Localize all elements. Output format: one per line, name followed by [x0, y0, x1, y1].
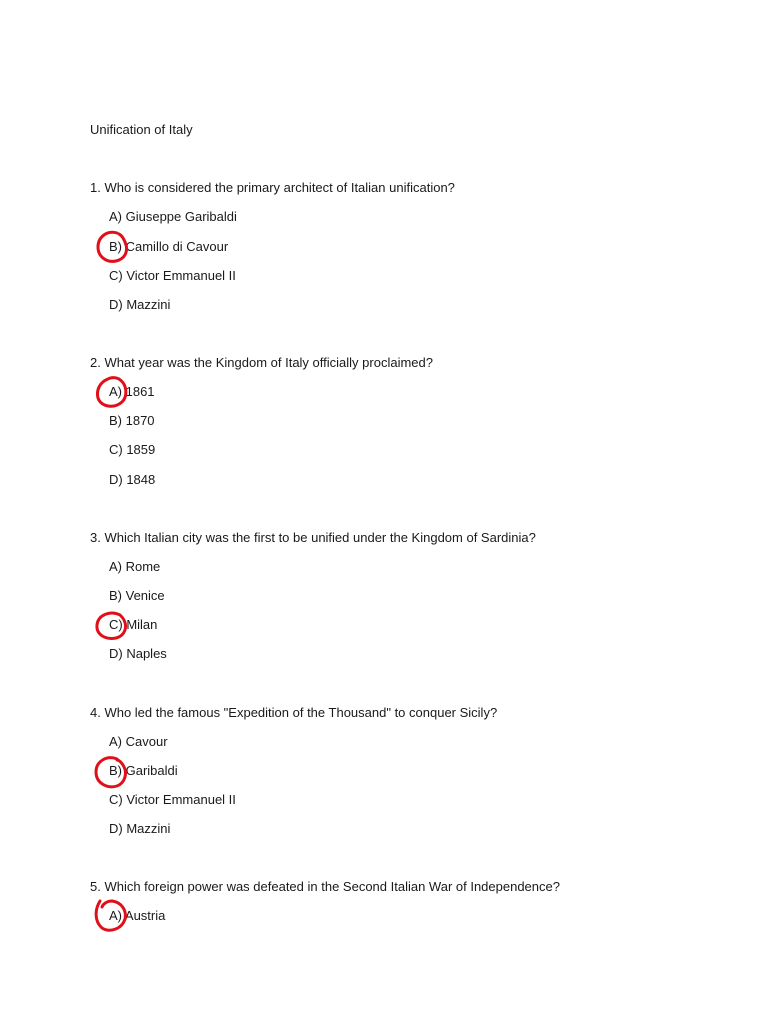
- option-c: C) Milan: [109, 617, 158, 632]
- question-text: 4. Who led the famous "Expedition of the Thousand" to conquer Sicily?: [90, 705, 498, 720]
- option-a: A) 1861: [109, 384, 155, 399]
- option-b: B) Garibaldi: [109, 763, 178, 778]
- question-text: 5. Which foreign power was defeated in the Second Italian War of Independence?: [90, 879, 560, 894]
- option-d: D) Mazzini: [109, 297, 171, 312]
- option-d: D) Naples: [109, 646, 167, 661]
- option-c: C) 1859: [109, 442, 156, 457]
- option-b: B) Venice: [109, 588, 165, 603]
- option-b: B) Camillo di Cavour: [109, 239, 229, 254]
- option-a: A) Giuseppe Garibaldi: [109, 209, 237, 224]
- option-c: C) Victor Emmanuel II: [109, 268, 236, 283]
- option-a: A) Cavour: [109, 734, 168, 749]
- option-d: D) Mazzini: [109, 821, 171, 836]
- option-b: B) 1870: [109, 413, 155, 428]
- question-text: 2. What year was the Kingdom of Italy officially proclaimed?: [90, 355, 433, 370]
- question-text: 3. Which Italian city was the first to be unified under the Kingdom of Sardinia?: [90, 530, 536, 545]
- option-a: A) Austria: [109, 908, 166, 923]
- option-a: A) Rome: [109, 559, 161, 574]
- document-title: Unification of Italy: [90, 122, 193, 137]
- option-d: D) 1848: [109, 472, 156, 487]
- question-text: 1. Who is considered the primary architect of Italian unification?: [90, 180, 455, 195]
- option-c: C) Victor Emmanuel II: [109, 792, 236, 807]
